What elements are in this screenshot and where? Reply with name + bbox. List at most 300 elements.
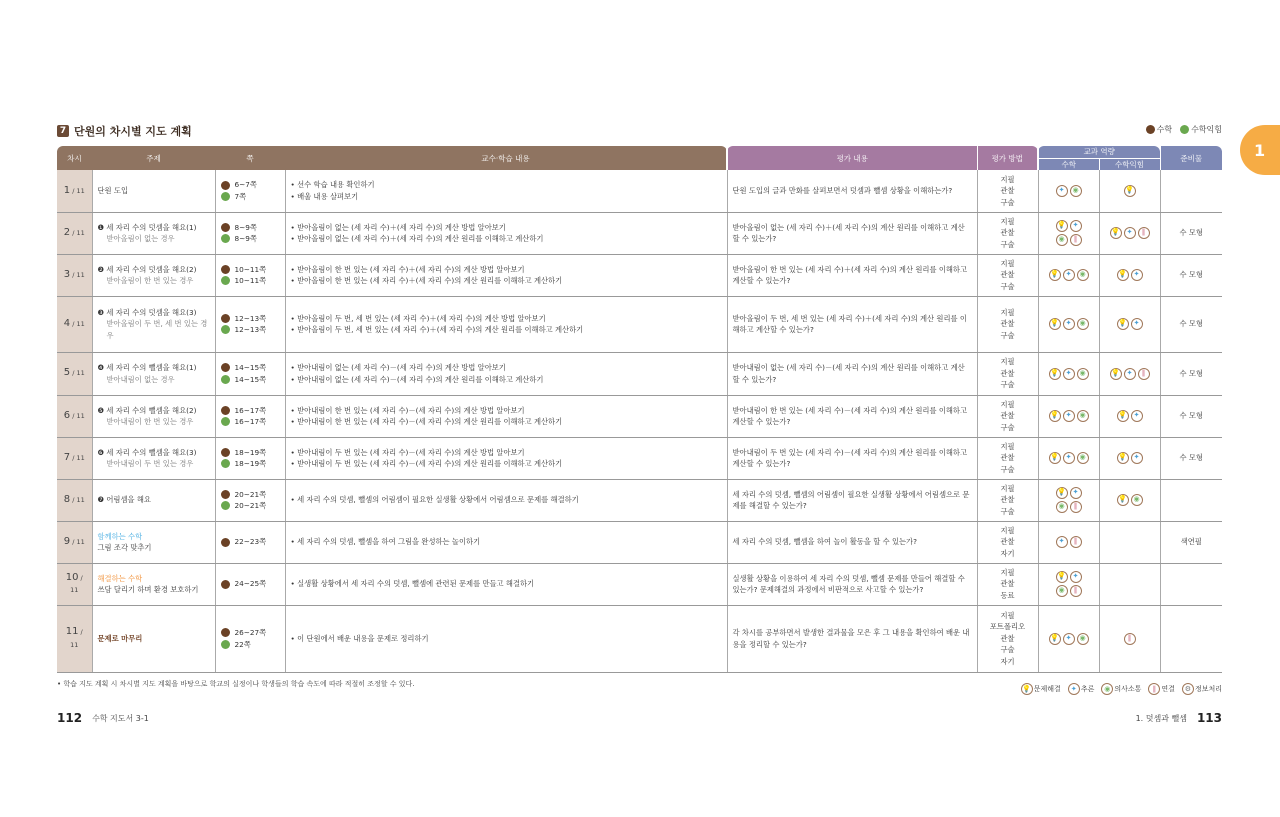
competency-math-cell	[1038, 437, 1099, 479]
competency-math-cell	[1038, 395, 1099, 437]
method-cell	[977, 254, 1038, 296]
period-number: 3	[63, 268, 71, 280]
method-item: 지필	[1000, 441, 1015, 451]
math-book-icon	[221, 314, 230, 323]
method-item: 관찰	[1000, 633, 1015, 643]
teaching-item: • 세 자리 수의 덧셈, 뺄셈을 하여 그림을 완성하는 놀이하기	[290, 537, 481, 547]
topic-title: ❷ 세 자리 수의 덧셈을 해요(2)	[97, 264, 197, 274]
topic-subtitle: 그림 조각 맞추기	[97, 543, 152, 552]
eval-cell: 받아올림이 없는 (세 자리 수)＋(세 자리 수)의 계산 원리를 이해하고 계산할 수 있는가?	[727, 212, 977, 254]
method-cell	[977, 437, 1038, 479]
eval-cell: 받아내림이 두 번 있는 (세 자리 수)－(세 자리 수)의 계산 원리를 이해하고 계산할 수 있는가?	[727, 437, 977, 479]
method-item: 지필	[1000, 258, 1015, 268]
page-math-text: 22~23쪽	[234, 537, 267, 547]
topic-subtitle: 받아내림이 한 번 있는 경우	[106, 417, 194, 426]
topic-cell	[92, 254, 215, 296]
section-title	[57, 123, 192, 139]
competency-workbook-cell	[1099, 254, 1160, 296]
period-cell: 3 / 11	[57, 254, 92, 296]
reasoning-icon: ✦	[1056, 185, 1068, 197]
teaching-cell	[285, 605, 727, 672]
competency-workbook-cell	[1099, 352, 1160, 395]
communication-icon: ◉	[1077, 410, 1089, 422]
method-item: 관찰	[1000, 228, 1015, 238]
communication-icon: ◉	[1056, 234, 1068, 246]
header-topic: 주제	[92, 146, 215, 170]
legend-problem-solving	[1020, 682, 1061, 696]
method-item: 관찰	[1000, 537, 1015, 547]
teaching-item: • 실생활 상황에서 세 자리 수의 덧셈, 뺄셈에 관련된 문제를 만들고 해결하기	[290, 579, 535, 589]
connection-icon: ∥	[1070, 585, 1082, 597]
topic-subtitle: 받아올림이 없는 경우	[106, 234, 175, 243]
materials-cell: 색연필	[1160, 521, 1222, 563]
teaching-item: • 세 자리 수의 덧셈, 뺄셈의 어림셈이 필요한 실생활 상황에서 어림셈으로 문제를 해결하기	[290, 495, 579, 505]
page-workbook	[221, 458, 280, 470]
teaching-cell	[285, 479, 727, 521]
eval-cell: 세 자리 수의 덧셈, 뺄셈의 어림셈이 필요한 실생활 상황에서 어림셈으로 문제를 해결할 수 있는가?	[727, 479, 977, 521]
competency-math-cell	[1038, 605, 1099, 672]
method-item: 구술	[1000, 506, 1015, 516]
period-total: 11	[76, 369, 85, 378]
method-item: 지필	[1000, 174, 1015, 184]
page-workbook	[221, 500, 280, 512]
problem-solving-icon: 💡	[1056, 571, 1068, 583]
teaching-item: • 받아올림이 한 번 있는 (세 자리 수)＋(세 자리 수)의 계산 방법 알아보기	[290, 264, 525, 274]
legend-label: 문제해결	[1033, 685, 1061, 693]
materials-cell: 수 모형	[1160, 254, 1222, 296]
period-cell: 1 / 11	[57, 170, 92, 212]
page-math	[221, 264, 280, 276]
page-math	[221, 536, 280, 548]
page-workbook	[221, 639, 280, 651]
period-total: 11	[76, 495, 85, 504]
method-cell	[977, 212, 1038, 254]
header-period: 차시	[57, 146, 92, 170]
connection-icon: ∥	[1070, 501, 1082, 513]
topic-cell	[92, 437, 215, 479]
math-book-icon	[1146, 125, 1155, 134]
footer-right	[1136, 711, 1222, 725]
problem-solving-icon: 💡	[1022, 685, 1032, 693]
topic-cell	[92, 521, 215, 563]
legend-workbook	[1180, 124, 1222, 135]
competency-math-cell	[1038, 170, 1099, 212]
reasoning-icon: ✦	[1068, 683, 1080, 695]
page-workbook-text: 10~11쪽	[234, 276, 267, 285]
page-cell	[215, 352, 285, 395]
header-teaching: 교수·학습 내용	[285, 146, 727, 170]
method-cell	[977, 296, 1038, 352]
method-cell	[977, 170, 1038, 212]
topic-cell	[92, 395, 215, 437]
reasoning-icon: ✦	[1070, 571, 1082, 583]
page-cell	[215, 605, 285, 672]
connection-icon: ∥	[1148, 683, 1160, 695]
topic-cell	[92, 563, 215, 605]
problem-solving-icon: 💡	[1117, 452, 1129, 464]
method-cell	[977, 605, 1038, 672]
connection-icon: ∥	[1124, 633, 1136, 645]
problem-solving-icon: 💡	[1117, 318, 1129, 330]
problem-solving-icon: 💡	[1117, 494, 1129, 506]
page-math-text: 24~25쪽	[234, 579, 267, 589]
topic-title: ❹ 세 자리 수의 뺄셈을 해요(1)	[97, 363, 197, 372]
connection-icon: ∥	[1138, 227, 1150, 239]
problem-solving-icon: 💡	[1117, 410, 1129, 422]
table-row	[57, 605, 1222, 672]
page-workbook-text: 20~21쪽	[234, 501, 267, 510]
period-cell: 11 / 11	[57, 605, 92, 672]
topic-cell	[92, 479, 215, 521]
teaching-item: • 받아올림이 없는 (세 자리 수)＋(세 자리 수)의 계산 원리를 이해하고 계산하기	[290, 234, 544, 243]
math-book-icon	[221, 628, 230, 637]
materials-cell	[1160, 170, 1222, 212]
page-math	[221, 489, 280, 501]
eval-cell: 받아올림이 두 번, 세 번 있는 (세 자리 수)＋(세 자리 수)의 계산 원리를 이해하고 계산할 수 있는가?	[727, 296, 977, 352]
reasoning-icon: ✦	[1063, 368, 1075, 380]
method-item: 구술	[1000, 281, 1015, 291]
math-book-icon	[221, 490, 230, 499]
period-cell: 7 / 11	[57, 437, 92, 479]
topic-cell	[92, 352, 215, 395]
workbook-icon	[221, 325, 230, 334]
reasoning-icon: ✦	[1131, 410, 1143, 422]
competency-workbook-cell	[1099, 437, 1160, 479]
math-book-icon	[221, 538, 230, 547]
page-cell	[215, 521, 285, 563]
page-cell	[215, 212, 285, 254]
method-item: 지필	[1000, 525, 1015, 535]
page-cell	[215, 563, 285, 605]
legend-workbook-label: 수학익힘	[1191, 125, 1222, 134]
period-number: 5	[63, 367, 71, 379]
eval-cell: 실생활 상황을 이용하여 세 자리 수의 덧셈, 뺄셈 문제를 만들어 해결할 수 있는가? 문제해결의 과정에서 비판적으로 사고할 수 있는가?	[727, 563, 977, 605]
problem-solving-icon: 💡	[1049, 368, 1061, 380]
method-item: 지필	[1000, 483, 1015, 493]
math-book-icon	[221, 265, 230, 274]
section-number: 7	[57, 125, 69, 137]
materials-cell	[1160, 563, 1222, 605]
problem-solving-icon: 💡	[1049, 452, 1061, 464]
teaching-item: • 배울 내용 살펴보기	[290, 191, 359, 201]
method-cell	[977, 352, 1038, 395]
materials-cell: 수 모형	[1160, 437, 1222, 479]
header-comp-workbook: 수학익힘	[1099, 158, 1160, 170]
method-item: 자기	[1000, 548, 1015, 558]
materials-cell: 수 모형	[1160, 296, 1222, 352]
page-workbook-text: 8~9쪽	[234, 234, 257, 243]
communication-icon: ◉	[1077, 269, 1089, 281]
method-item: 동료	[1000, 590, 1015, 600]
table-row	[57, 352, 1222, 395]
problem-solving-icon: 💡	[1110, 368, 1122, 380]
eval-cell: 받아내림이 없는 (세 자리 수)－(세 자리 수)의 계산 원리를 이해하고 계산할 수 있는가?	[727, 352, 977, 395]
reasoning-icon: ✦	[1070, 487, 1082, 499]
teaching-item: • 받아내림이 없는 (세 자리 수)－(세 자리 수)의 계산 방법 알아보기	[290, 363, 506, 372]
problem-solving-icon: 💡	[1056, 220, 1068, 232]
period-cell: 10 / 11	[57, 563, 92, 605]
method-item: 자기	[1000, 656, 1015, 666]
communication-icon: ◉	[1101, 683, 1113, 695]
eval-cell: 각 차시를 공부하면서 발생한 결과물을 모은 후 그 내용을 확인하여 배운 내용을 정리할 수 있는가?	[727, 605, 977, 672]
method-item: 지필	[1000, 610, 1015, 620]
method-item: 포트폴리오	[989, 622, 1026, 632]
method-item: 관찰	[1000, 495, 1015, 505]
competency-workbook-cell	[1099, 521, 1160, 563]
teaching-cell	[285, 212, 727, 254]
reasoning-icon: ✦	[1131, 269, 1143, 281]
topic-subtitle: 받아올림이 한 번 있는 경우	[106, 276, 194, 285]
legend-label: 정보처리	[1194, 685, 1222, 693]
period-total: 11	[76, 537, 85, 546]
page-math-text: 20~21쪽	[234, 489, 267, 499]
math-book-icon	[221, 448, 230, 457]
topic-title: 문제로 마무리	[97, 633, 143, 643]
method-item: 구술	[1000, 239, 1015, 249]
teaching-cell	[285, 395, 727, 437]
page-cell	[215, 170, 285, 212]
materials-cell: 수 모형	[1160, 352, 1222, 395]
materials-cell	[1160, 605, 1222, 672]
legend-connection	[1147, 682, 1175, 696]
reasoning-icon: ✦	[1131, 318, 1143, 330]
problem-solving-icon: 💡	[1049, 410, 1061, 422]
method-item: 지필	[1000, 357, 1015, 367]
teaching-item: • 받아올림이 한 번 있는 (세 자리 수)＋(세 자리 수)의 계산 원리를 이해하고 계산하기	[290, 276, 563, 285]
teaching-item: • 받아올림이 두 번, 세 번 있는 (세 자리 수)＋(세 자리 수)의 계산 방법 알아보기	[290, 313, 546, 323]
period-total: 11	[76, 228, 85, 237]
period-number: 10	[65, 571, 79, 583]
page-math-text: 12~13쪽	[234, 313, 267, 323]
page-cell	[215, 254, 285, 296]
competency-math-cell	[1038, 254, 1099, 296]
reasoning-icon: ✦	[1124, 368, 1136, 380]
competency-workbook-cell	[1099, 170, 1160, 212]
communication-icon: ◉	[1070, 185, 1082, 197]
teaching-item: • 받아내림이 두 번 있는 (세 자리 수)－(세 자리 수)의 계산 원리를 이해하고 계산하기	[290, 459, 563, 468]
teaching-cell	[285, 521, 727, 563]
topic-title: ❶ 세 자리 수의 덧셈을 해요(1)	[97, 222, 197, 232]
teaching-cell	[285, 254, 727, 296]
period-number: 8	[63, 493, 71, 505]
math-book-icon	[221, 363, 230, 372]
table-row	[57, 437, 1222, 479]
math-book-icon	[221, 580, 230, 589]
competency-math-cell	[1038, 479, 1099, 521]
legend-label: 추론	[1080, 685, 1095, 693]
problem-solving-icon: 💡	[1124, 185, 1136, 197]
topic-subtitle: 쓰담 달리기 하며 환경 보호하기	[97, 585, 199, 594]
method-item: 구술	[1000, 197, 1015, 207]
math-book-icon	[221, 223, 230, 232]
header-materials: 준비물	[1160, 146, 1222, 170]
teaching-cell	[285, 352, 727, 395]
problem-solving-icon: 💡	[1049, 269, 1061, 281]
connection-icon: ∥	[1070, 536, 1082, 548]
topic-title: 단원 도입	[97, 186, 129, 195]
topic-cell	[92, 212, 215, 254]
topic-title: 함께하는 수학	[97, 531, 143, 541]
reasoning-icon: ✦	[1070, 220, 1082, 232]
teaching-item: • 받아내림이 두 번 있는 (세 자리 수)－(세 자리 수)의 계산 방법 알아보기	[290, 447, 525, 457]
period-cell: 2 / 11	[57, 212, 92, 254]
table-row	[57, 479, 1222, 521]
table-row	[57, 170, 1222, 212]
communication-icon: ◉	[1056, 501, 1068, 513]
reasoning-icon: ✦	[1131, 452, 1143, 464]
period-cell: 5 / 11	[57, 352, 92, 395]
page-workbook	[221, 275, 280, 287]
page-math-text: 8~9쪽	[234, 222, 257, 232]
method-item: 지필	[1000, 399, 1015, 409]
header-comp-math: 수학	[1038, 158, 1099, 170]
period-number: 9	[63, 535, 71, 547]
page-cell	[215, 296, 285, 352]
table-row	[57, 563, 1222, 605]
communication-icon: ◉	[1077, 368, 1089, 380]
page-workbook	[221, 191, 280, 203]
page-number-left: 112	[57, 711, 83, 725]
competency-workbook-cell	[1099, 296, 1160, 352]
period-total: 11	[76, 319, 85, 328]
header-page: 쪽	[215, 146, 285, 170]
period-number: 2	[63, 226, 71, 238]
method-item: 관찰	[1000, 270, 1015, 280]
method-item: 관찰	[1000, 368, 1015, 378]
method-cell	[977, 563, 1038, 605]
page-math-text: 26~27쪽	[234, 628, 267, 637]
communication-icon: ◉	[1131, 494, 1143, 506]
teaching-cell	[285, 296, 727, 352]
method-cell	[977, 479, 1038, 521]
reasoning-icon: ✦	[1063, 318, 1075, 330]
period-cell: 8 / 11	[57, 479, 92, 521]
legend-communication	[1100, 682, 1141, 696]
header-competency: 교과 역량	[1038, 146, 1160, 158]
eval-cell: 받아내림이 한 번 있는 (세 자리 수)－(세 자리 수)의 계산 원리를 이해하고 계산할 수 있는가?	[727, 395, 977, 437]
page-math	[221, 447, 280, 459]
method-item: 구술	[1000, 380, 1015, 390]
workbook-icon	[221, 417, 230, 426]
workbook-icon	[221, 459, 230, 468]
period-total: 11	[76, 411, 85, 420]
method-item: 관찰	[1000, 579, 1015, 589]
table-row	[57, 395, 1222, 437]
footnote: • 학습 지도 계획 시 차시별 지도 계획을 바탕으로 학교의 실정이나 학생들의 학습 속도에 따라 적절히 조정할 수 있다.	[57, 680, 415, 688]
problem-solving-icon: 💡	[1117, 269, 1129, 281]
topic-cell	[92, 170, 215, 212]
legend-math-label: 수학	[1156, 125, 1173, 134]
page-workbook-text: 12~13쪽	[234, 325, 267, 334]
chapter-tab[interactable]: 1	[1240, 125, 1280, 175]
problem-solving-icon: 💡	[1110, 227, 1122, 239]
table-row	[57, 521, 1222, 563]
competency-workbook-cell	[1099, 212, 1160, 254]
period-total: 11	[70, 586, 79, 594]
section-title-text: 단원의 차시별 지도 계획	[74, 125, 192, 138]
method-item: 구술	[1000, 330, 1015, 340]
period-number: 1	[63, 184, 71, 196]
topic-subtitle: 받아올림이 두 번, 세 번 있는 경우	[106, 319, 208, 340]
workbook-icon	[1180, 125, 1189, 134]
method-item: 관찰	[1000, 186, 1015, 195]
reasoning-icon: ✦	[1063, 633, 1075, 645]
page-workbook	[221, 374, 280, 386]
period-total: 11	[76, 270, 85, 279]
math-book-icon	[221, 181, 230, 190]
competency-workbook-cell	[1099, 563, 1160, 605]
teaching-item: • 이 단원에서 배운 내용을 문제로 정리하기	[290, 633, 429, 643]
teaching-cell	[285, 563, 727, 605]
competency-workbook-cell	[1099, 605, 1160, 672]
lesson-plan-table	[57, 146, 1222, 673]
topic-cell	[92, 296, 215, 352]
page-workbook-text: 22쪽	[234, 639, 251, 649]
workbook-icon	[221, 234, 230, 243]
page-workbook-text: 18~19쪽	[234, 459, 267, 468]
period-total: 11	[70, 640, 79, 649]
topic-title: ❺ 세 자리 수의 뺄셈을 해요(2)	[97, 405, 197, 415]
teaching-item: • 받아올림이 두 번, 세 번 있는 (세 자리 수)＋(세 자리 수)의 계산 원리를 이해하고 계산하기	[290, 325, 584, 334]
method-cell	[977, 395, 1038, 437]
chapter-title: 1. 덧셈과 뺄셈	[1135, 713, 1187, 723]
page-workbook-text: 14~15쪽	[234, 374, 267, 384]
page-cell	[215, 479, 285, 521]
legend-information-processing	[1181, 682, 1222, 696]
page-math	[221, 222, 280, 234]
legend-label: 의사소통	[1114, 685, 1142, 693]
method-item: 구술	[1000, 464, 1015, 474]
method-item: 구술	[1000, 645, 1015, 655]
topic-title: 해결하는 수학	[97, 573, 143, 583]
connection-icon: ∥	[1070, 234, 1082, 246]
page-math-text: 14~15쪽	[234, 363, 267, 372]
method-item: 관찰	[1000, 319, 1015, 329]
math-book-icon	[221, 406, 230, 415]
materials-cell: 수 모형	[1160, 395, 1222, 437]
competency-legend	[1020, 682, 1222, 696]
page-workbook	[221, 233, 280, 245]
period-cell: 4 / 11	[57, 296, 92, 352]
page-math-text: 16~17쪽	[234, 405, 267, 415]
teaching-item: • 선수 학습 내용 확인하기	[290, 180, 375, 190]
page-workbook	[221, 324, 280, 336]
page-workbook-text: 16~17쪽	[234, 417, 267, 426]
problem-solving-icon: 💡	[1049, 633, 1061, 645]
method-item: 지필	[1000, 216, 1015, 226]
teaching-item: • 받아내림이 한 번 있는 (세 자리 수)－(세 자리 수)의 계산 원리를 이해하고 계산하기	[290, 417, 563, 426]
page-math	[221, 179, 280, 191]
page-math	[221, 578, 280, 590]
page-number-right: 113	[1196, 711, 1222, 725]
workbook-icon	[221, 640, 230, 649]
workbook-icon	[221, 276, 230, 285]
topic-title: ❻ 세 자리 수의 뺄셈을 해요(3)	[97, 447, 197, 457]
reasoning-icon: ✦	[1124, 227, 1136, 239]
problem-solving-icon: 💡	[1056, 487, 1068, 499]
materials-cell: 수 모형	[1160, 212, 1222, 254]
topic-cell	[92, 605, 215, 672]
page-math-text: 18~19쪽	[234, 447, 267, 457]
workbook-icon	[221, 501, 230, 510]
period-cell: 9 / 11	[57, 521, 92, 563]
footer-left	[57, 711, 149, 725]
problem-solving-icon: 💡	[1049, 318, 1061, 330]
reasoning-icon: ✦	[1063, 410, 1075, 422]
competency-workbook-cell	[1099, 479, 1160, 521]
page-cell	[215, 437, 285, 479]
page-math-text: 10~11쪽	[234, 264, 267, 274]
